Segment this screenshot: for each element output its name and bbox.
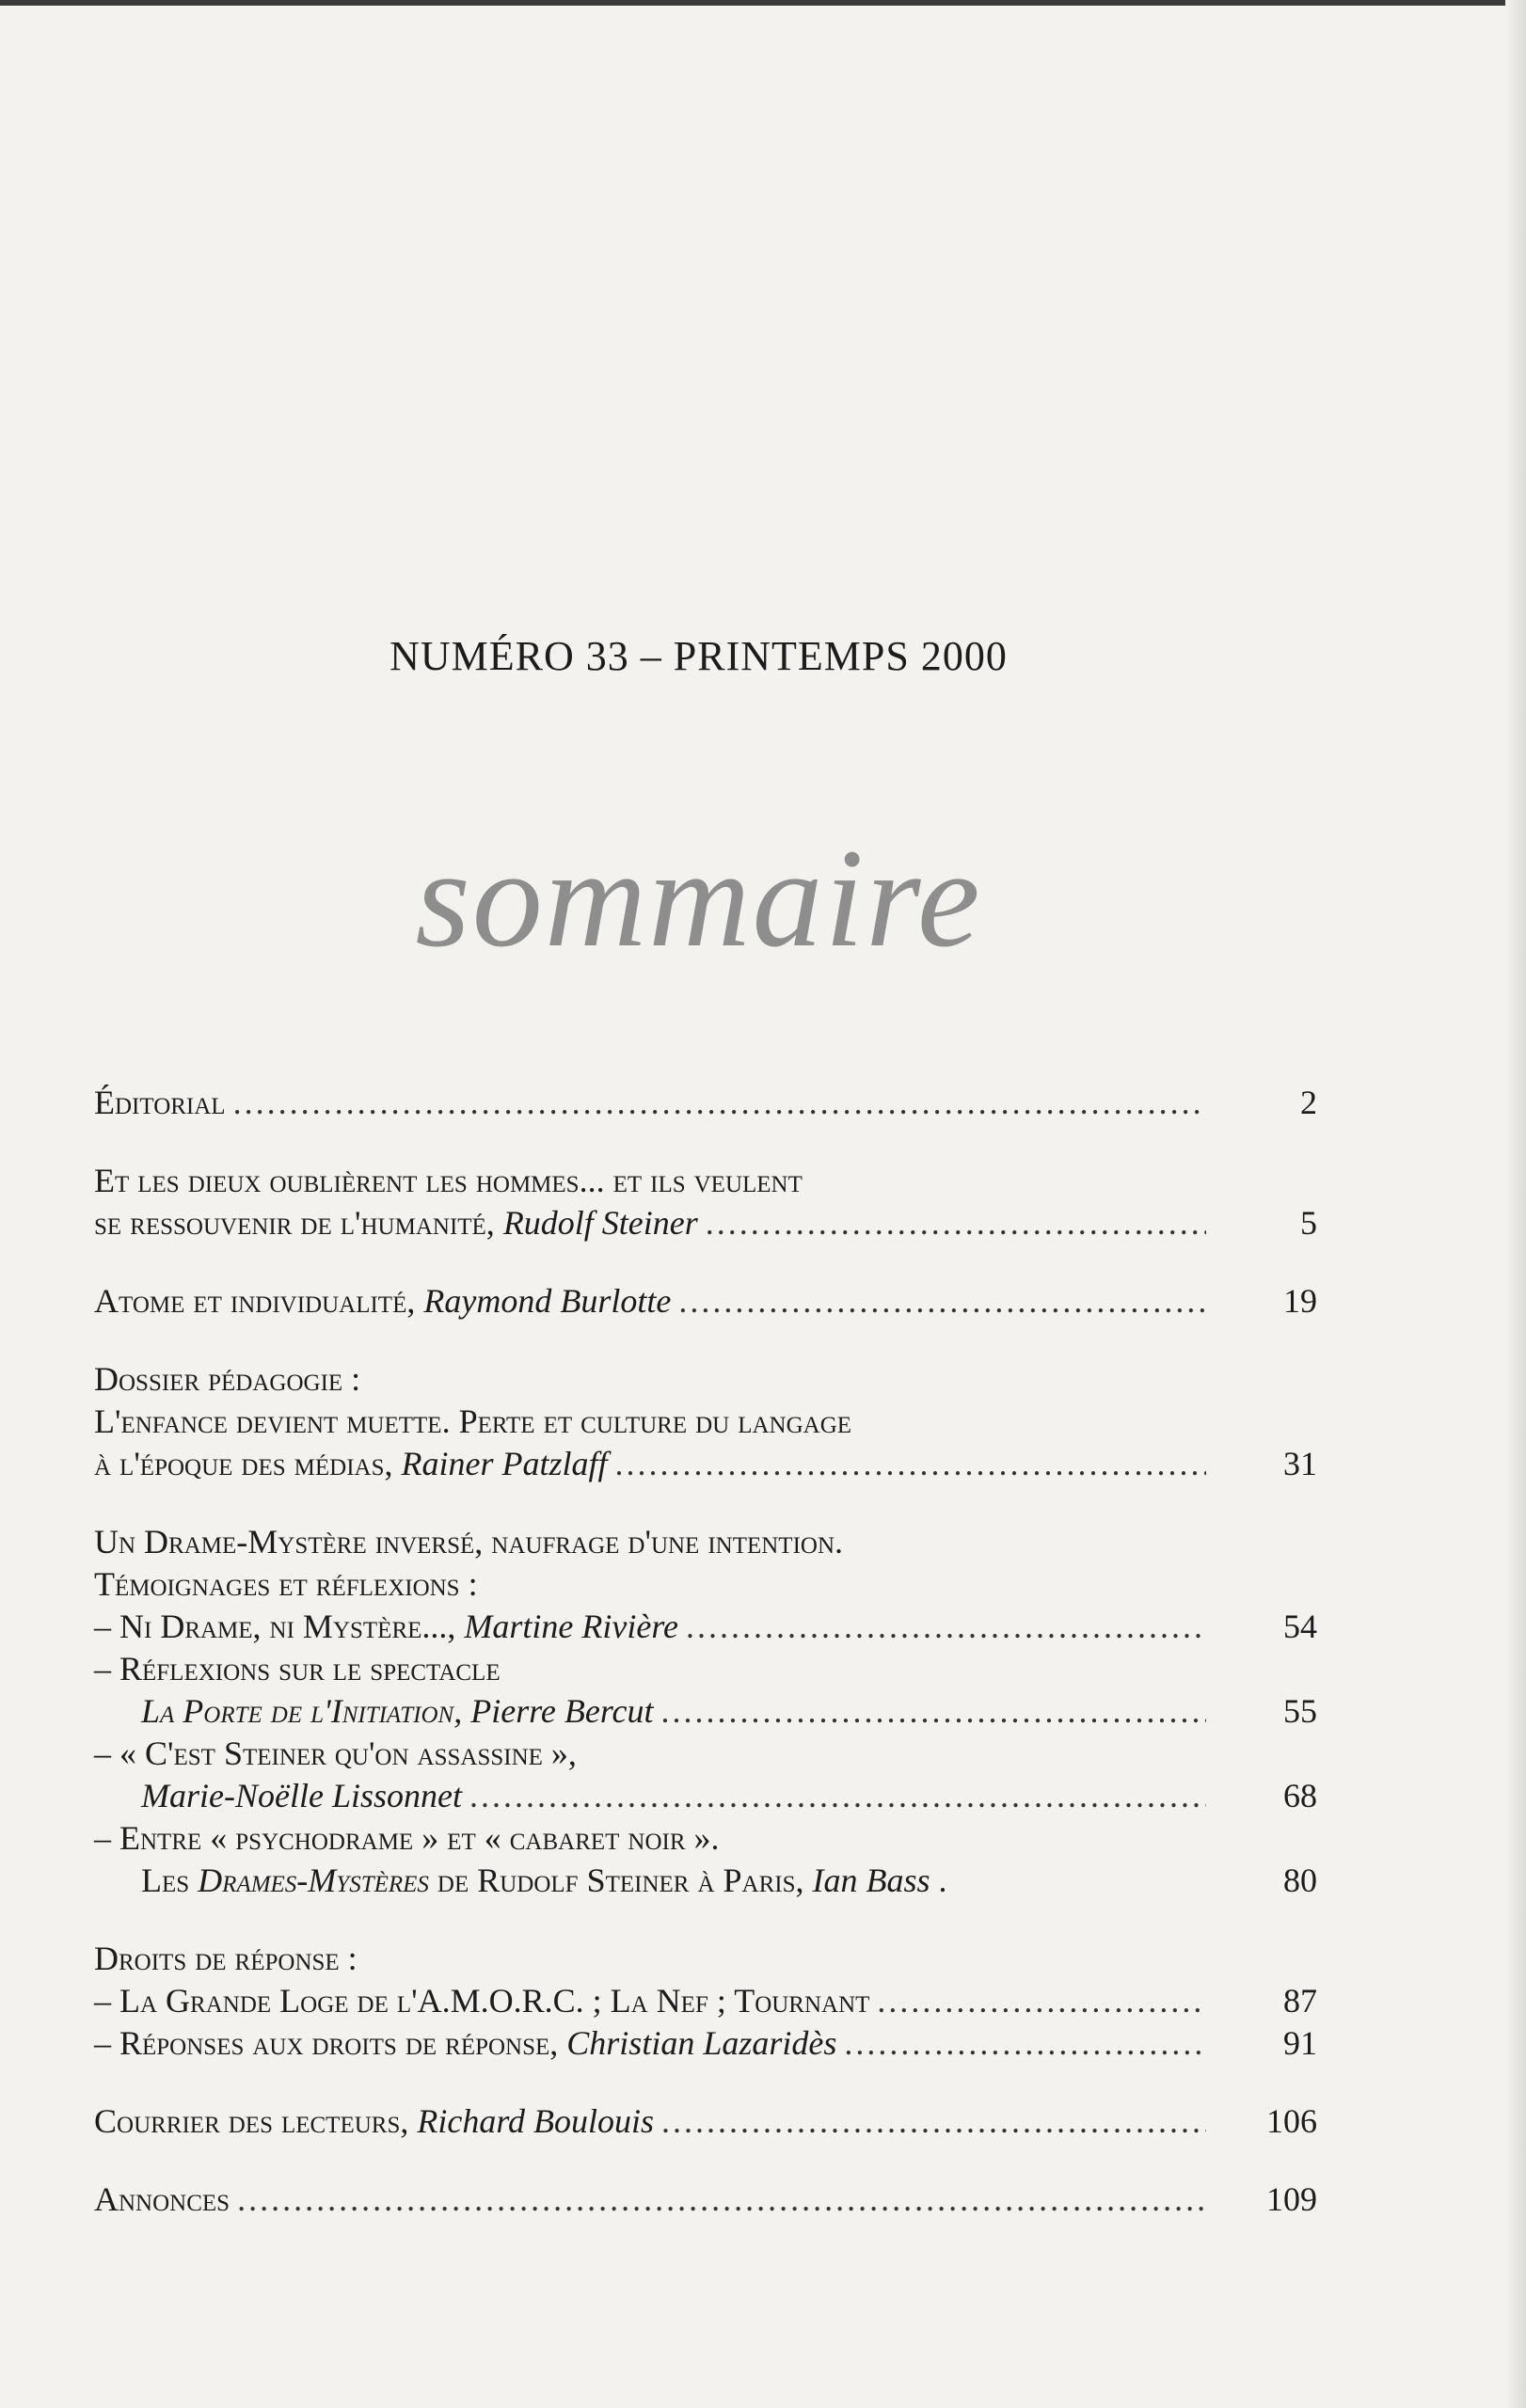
toc-label: L'enfance devient muette. Perte et culture du langage [94, 1402, 852, 1440]
dot-leader [877, 1980, 1206, 2022]
dot-leader [706, 1202, 1206, 1244]
toc-label: – La Grande Loge de l'A.M.O.R.C. ; La Nef ; Tournant [94, 1982, 870, 2020]
dot-leader [661, 2100, 1206, 2143]
dot-leader [686, 1606, 1206, 1648]
toc-label: – Réponses aux droits de réponse, [94, 2024, 559, 2062]
toc-author: Richard Boulouis [417, 2102, 655, 2140]
toc-label: Dossier pédagogie : [94, 1360, 361, 1398]
page-number: 106 [1266, 2102, 1317, 2140]
dot-leader [469, 1775, 1206, 1817]
toc-label: à l'époque des médias, [94, 1445, 393, 1482]
page-title: sommaire [415, 820, 982, 976]
toc-entry-dossier [94, 1358, 1317, 1485]
toc-label: – Réflexions sur le spectacle [94, 1650, 501, 1687]
toc-label: Courrier des lecteurs, [94, 2102, 409, 2140]
page-number: 91 [1283, 2024, 1317, 2062]
page-shadow [1505, 0, 1526, 2408]
issue-line: NUMÉRO 33 – PRINTEMPS 2000 [389, 633, 1008, 679]
toc-entry-courrier [94, 2100, 1317, 2143]
toc-entry-atome [94, 1280, 1317, 1323]
page-number: 31 [1283, 1445, 1317, 1482]
toc-label: Atome et individualité, [94, 1282, 416, 1320]
dot-leader [844, 2022, 1206, 2065]
toc-entry-drame [94, 1521, 1317, 1902]
toc-label: – « C'est Steiner qu'on assassine », [94, 1735, 577, 1772]
toc-label: Éditorial [94, 1084, 226, 1121]
toc-leader-dot: . [938, 1861, 947, 1899]
toc-label: – Entre « psychodrame » et « cabaret noir ». [94, 1819, 720, 1857]
scan-edge [0, 0, 1526, 6]
page-number: 109 [1266, 2180, 1317, 2218]
toc-label: Et les dieux oublièrent les hommes... et ils veulent [94, 1162, 803, 1199]
toc-author: Rainer Patzlaff [401, 1445, 608, 1482]
dot-leader [237, 2178, 1206, 2221]
dot-leader [661, 1690, 1207, 1733]
toc-label: – Ni Drame, ni Mystère..., [94, 1608, 456, 1645]
dot-leader [678, 1280, 1206, 1323]
toc-entry-annonces [94, 2178, 1317, 2221]
toc-author: Christian Lazaridès [566, 2024, 837, 2062]
page-number: 54 [1283, 1608, 1317, 1645]
toc-author: Martine Rivière [464, 1608, 678, 1645]
toc-label: Les [141, 1861, 190, 1899]
table-of-contents [94, 1082, 1317, 2257]
page-number: 68 [1283, 1777, 1317, 1814]
toc-label: se ressouvenir de l'humanité, [94, 1204, 495, 1242]
dot-leader [615, 1443, 1207, 1485]
page-number: 2 [1300, 1084, 1317, 1121]
toc-work-title: Drames-Mystères [198, 1861, 429, 1899]
page-number: 55 [1283, 1692, 1317, 1730]
dot-leader [233, 1082, 1206, 1124]
toc-label: Un Drame-Mystère inversé, naufrage d'une intention. [94, 1523, 843, 1560]
toc-entry-editorial [94, 1082, 1317, 1124]
toc-author: Marie-Noëlle Lissonnet [141, 1777, 462, 1814]
page-number: 19 [1283, 1282, 1317, 1320]
toc-entry-droits [94, 1938, 1317, 2065]
toc-label: Droits de réponse : [94, 1940, 358, 1977]
toc-label: Annonces [94, 2180, 230, 2218]
page-number: 5 [1300, 1204, 1317, 1242]
toc-label: de Rudolf Steiner à Paris, [437, 1861, 804, 1899]
toc-label: Témoignages et réflexions : [94, 1565, 478, 1603]
toc-author: Pierre Bercut [470, 1692, 654, 1730]
toc-author: Ian Bass [812, 1861, 930, 1899]
toc-entry-dieux [94, 1160, 1317, 1244]
toc-author: Raymond Burlotte [423, 1282, 672, 1320]
page-number: 87 [1283, 1982, 1317, 2020]
page-number: 80 [1283, 1861, 1317, 1899]
toc-author: Rudolf Steiner [502, 1204, 698, 1242]
toc-work-title: La Porte de l'Initiation, [141, 1692, 463, 1730]
